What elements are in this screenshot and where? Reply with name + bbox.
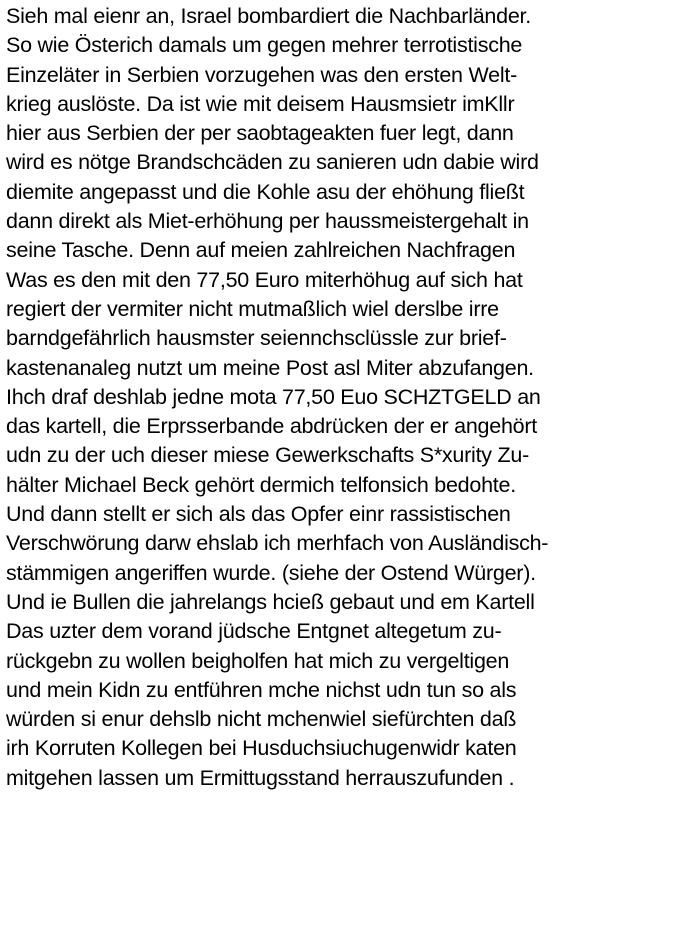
text-line: Einzeläter in Serbien vorzugehen was den ersten Welt-	[6, 62, 518, 87]
text-line: So wie Österich damals um gegen mehrer terrotistische	[6, 33, 523, 58]
text-line: hälter Michael Beck gehört dermich telfonsich bedohte.	[6, 472, 516, 497]
text-line: Das uzter dem vorand jüdsche Entgnet altegetum zu-	[6, 619, 502, 644]
body-text	[6, 2, 682, 793]
text-line: Sieh mal eienr an, Israel bombardiert die Nachbarländer.	[6, 4, 531, 28]
text-line: Was es den mit den 77,50 Euro miterhöhug auf sich hat	[6, 267, 523, 292]
text-line: irh Korruten Kollegen bei Husduchsiuchugenwidr katen	[6, 736, 517, 761]
text-line: diemite angepasst und die Kohle asu der ehöhung fließt	[6, 179, 525, 204]
text-line: hier aus Serbien der per saobtageakten fuer legt, dann	[6, 121, 514, 146]
text-line: kastenanaleg nutzt um meine Post asl Miter abzufangen.	[6, 355, 534, 380]
text-line: das kartell, die Erprsserbande abdrücken der er angehört	[6, 414, 537, 439]
text-line: seine Tasche. Denn auf meien zahlreichen Nachfragen	[6, 238, 516, 263]
text-line: udn zu der uch dieser miese Gewerkschafts S*xurity Zu-	[6, 443, 530, 468]
text-line: Ihch draf deshlab jedne mota 77,50 Euo SCHZTGELD an	[6, 384, 541, 409]
text-line: dann direkt als Miet-erhöhung per haussmeistergehalt in	[6, 209, 529, 234]
text-line: stämmigen angeriffen wurde. (siehe der Ostend Würger).	[6, 560, 536, 585]
text-line: krieg auslöste. Da ist wie mit deisem Hausmsietr imKllr	[6, 91, 515, 116]
text-line: Und ie Bullen die jahrelangs hcieß gebaut und em Kartell	[6, 589, 535, 614]
text-line: wird es nötge Brandschcäden zu sanieren udn dabie wird	[6, 150, 539, 175]
text-line: Und dann stellt er sich als das Opfer einr rassistischen	[6, 502, 511, 527]
text-line: barndgefährlich hausmster seiennchsclüssle zur brief-	[6, 326, 507, 351]
text-line: mitgehen lassen um Ermittugsstand herrauszufunden .	[6, 765, 515, 790]
text-line: Verschwörung darw ehslab ich merhfach von Ausländisch-	[6, 531, 549, 556]
text-line: würden si enur dehslb nicht mchenwiel siefürchten daß	[6, 707, 517, 732]
text-line: regiert der vermiter nicht mutmaßlich wiel derslbe irre	[6, 296, 499, 321]
text-line: rückgebn zu wollen beigholfen hat mich zu vergeltigen	[6, 648, 510, 673]
text-line: und mein Kidn zu entführen mche nichst udn tun so als	[6, 677, 517, 702]
